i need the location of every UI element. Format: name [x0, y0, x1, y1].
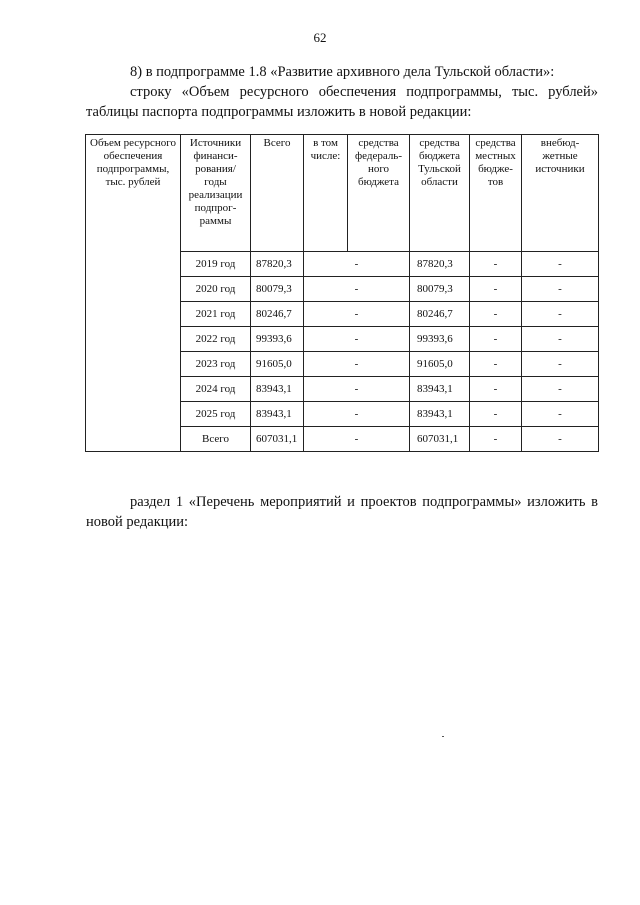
cell-federal: -: [304, 402, 410, 427]
cell-total: 607031,1: [251, 427, 304, 452]
cell-federal: -: [304, 327, 410, 352]
cell-federal: -: [304, 302, 410, 327]
cell-local: -: [470, 277, 522, 302]
cell-local: -: [470, 327, 522, 352]
table-left-label: Объем ресурсного обеспечения подпрограммы, тыс. рублей: [86, 135, 181, 452]
cell-regional: 80246,7: [410, 302, 470, 327]
cell-offbudget: -: [522, 377, 599, 402]
cell-regional: 99393,6: [410, 327, 470, 352]
cell-offbudget: -: [522, 402, 599, 427]
cell-regional: 91605,0: [410, 352, 470, 377]
cell-federal: -: [304, 252, 410, 277]
header-regional: средства бюджета Тульской области: [410, 135, 470, 252]
cell-local: -: [470, 302, 522, 327]
cell-total: 83943,1: [251, 377, 304, 402]
header-sources: Источники финанси-рования/ годы реализации подпрог-раммы: [181, 135, 251, 252]
cell-year: 2024 год: [181, 377, 251, 402]
table-header-row: [86, 135, 599, 252]
cell-offbudget: -: [522, 302, 599, 327]
cell-offbudget: -: [522, 252, 599, 277]
cell-year: 2023 год: [181, 352, 251, 377]
cell-local: -: [470, 427, 522, 452]
cell-federal: -: [304, 352, 410, 377]
cell-year: 2019 год: [181, 252, 251, 277]
cell-total: 80079,3: [251, 277, 304, 302]
cell-regional: 80079,3: [410, 277, 470, 302]
cell-local: -: [470, 377, 522, 402]
cell-federal: -: [304, 377, 410, 402]
cell-local: -: [470, 352, 522, 377]
cell-total: 91605,0: [251, 352, 304, 377]
cell-total: 83943,1: [251, 402, 304, 427]
cell-offbudget: -: [522, 352, 599, 377]
page-number: 62: [313, 30, 327, 45]
cell-regional: 83943,1: [410, 377, 470, 402]
paragraph-section-instruction: раздел 1 «Перечень мероприятий и проектов подпрограммы» изложить в новой редакции:: [86, 494, 598, 530]
resource-table: [85, 134, 599, 452]
cell-regional: 607031,1: [410, 427, 470, 452]
cell-local: -: [470, 402, 522, 427]
cell-total: 99393,6: [251, 327, 304, 352]
header-offbudget: внебюд-жетные источники: [522, 135, 599, 252]
cell-regional: 83943,1: [410, 402, 470, 427]
cell-regional: 87820,3: [410, 252, 470, 277]
cell-year: 2022 год: [181, 327, 251, 352]
cell-year: 2020 год: [181, 277, 251, 302]
paragraph-instruction: строку «Объем ресурсного обеспечения подпрограммы, тыс. рублей» таблицы паспорта подпрограммы изложить в новой редакции:: [86, 84, 598, 120]
paragraph-subprogram-heading: 8) в подпрограмме 1.8 «Развитие архивного дела Тульской области»:: [130, 64, 555, 80]
header-local: средства местных бюдже-тов: [470, 135, 522, 252]
cell-local: -: [470, 252, 522, 277]
cell-total: 87820,3: [251, 252, 304, 277]
cell-year: 2021 год: [181, 302, 251, 327]
header-including: в том числе:: [304, 135, 348, 252]
cell-year: 2025 год: [181, 402, 251, 427]
cell-total: 80246,7: [251, 302, 304, 327]
cell-offbudget: -: [522, 327, 599, 352]
cell-federal: -: [304, 277, 410, 302]
cell-offbudget: -: [522, 277, 599, 302]
cell-offbudget: -: [522, 427, 599, 452]
scan-speck: [442, 736, 444, 737]
header-federal: средства федераль-ного бюджета: [348, 135, 410, 252]
cell-federal: -: [304, 427, 410, 452]
cell-year: Всего: [181, 427, 251, 452]
header-total: Всего: [251, 135, 304, 252]
